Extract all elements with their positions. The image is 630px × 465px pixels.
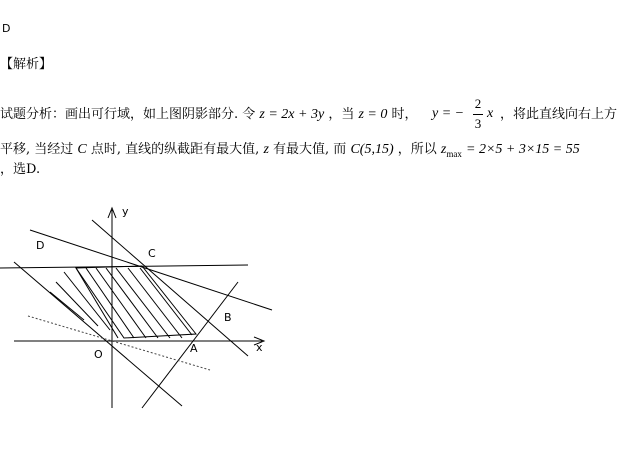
text-so: ，所以 — [397, 142, 437, 157]
region-hatching — [50, 268, 192, 338]
objective-function: z = 2x + 3y — [259, 107, 325, 122]
z-max: $z_{max}$ — [440, 142, 462, 159]
point-c-label: C — [148, 247, 156, 260]
objective-dashed-line — [28, 316, 210, 370]
z-max-calculation: = 2×5 + 3×15 = 55 — [466, 142, 580, 157]
explanation-line-3: ，选D. — [0, 162, 41, 177]
text-has-max: 有最大值, 而 — [273, 142, 347, 157]
point-c-coordinates: C(5,15) — [350, 142, 394, 157]
z-ref: z — [263, 142, 269, 157]
point-a-label: A — [190, 342, 198, 355]
z-zero-condition: z = 0 — [358, 107, 388, 122]
text-intercept-max: 点时, 直线的纵截距有最大值, — [90, 142, 260, 157]
boundary-line-da — [14, 262, 182, 406]
point-c-ref: C — [77, 142, 87, 157]
feasible-region — [76, 266, 196, 338]
equation-rhs: x — [487, 106, 494, 121]
x-axis-label: x — [256, 341, 263, 354]
fraction-numerator: 2 — [474, 96, 482, 111]
y-axis-label: y — [122, 205, 129, 218]
point-d-label: D — [36, 239, 45, 252]
equation-lhs: y = − — [432, 106, 465, 121]
point-b-label: B — [224, 311, 232, 324]
text-when: ，当 — [328, 107, 355, 122]
origin-label: O — [94, 348, 103, 361]
text-time: 时， — [391, 107, 418, 122]
fraction-denominator: 3 — [474, 116, 482, 131]
answer-letter: D — [2, 22, 11, 35]
text-shift-through: 平移, 当经过 — [0, 142, 74, 157]
text-shift: ，将此直线向右上方 — [500, 107, 618, 122]
text-intro: 试题分析：画出可行域，如上图阴影部分. 令 — [0, 107, 256, 122]
analysis-heading: 【解析】 — [0, 57, 53, 72]
